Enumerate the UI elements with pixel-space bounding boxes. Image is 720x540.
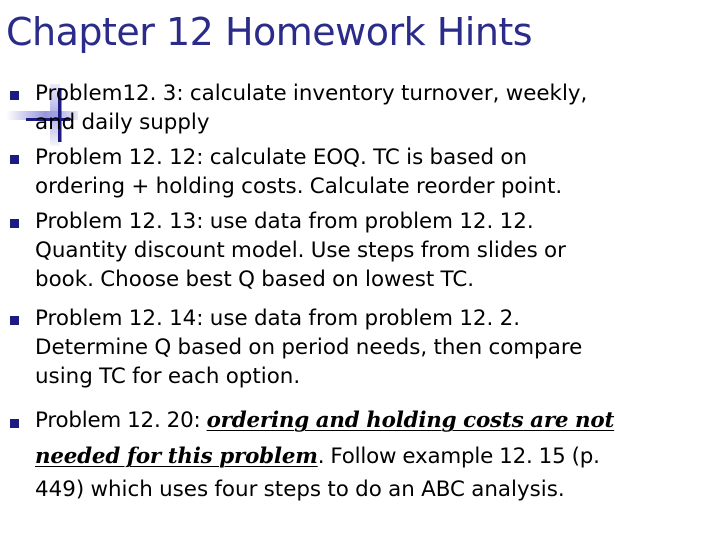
bullet-text — [35, 403, 720, 504]
bullet-text — [35, 79, 720, 137]
bullet-line — [35, 403, 720, 439]
bullet-text — [35, 143, 720, 201]
square-bullet-icon — [10, 91, 19, 100]
square-bullet-icon — [10, 219, 19, 228]
bullet-text — [35, 207, 720, 294]
emphasis-text: ordering and holding costs are not — [206, 408, 615, 433]
bullet-text — [35, 304, 720, 391]
square-bullet-icon — [10, 419, 19, 428]
bullet-line: Determine Q based on period needs, then compare — [35, 335, 583, 360]
bullet-line: ordering + holding costs. Calculate reorder point. — [35, 174, 563, 199]
emphasis-text: needed for this problem — [35, 444, 318, 469]
square-bullet-icon — [10, 316, 19, 325]
bullet-line: and daily supply — [35, 110, 210, 135]
bullet-line: Problem 12. 13: use data from problem 12. 12. — [35, 209, 534, 234]
bullet-line: Quantity discount model. Use steps from slides or — [35, 238, 566, 263]
bullet-line: book. Choose best Q based on lowest TC. — [35, 267, 475, 292]
bullet-line: using TC for each option. — [35, 364, 301, 389]
page-title: Chapter 12 Homework Hints — [6, 10, 533, 54]
bullet-line: Problem12. 3: calculate inventory turnover, weekly, — [35, 81, 588, 106]
bullet-text-prefix: Problem 12. 20: — [35, 408, 207, 433]
bullet-line: Problem 12. 12: calculate EOQ. TC is based on — [35, 145, 528, 170]
bullet-text-suffix: . Follow example 12. 15 (p. — [317, 444, 600, 469]
bullet-line: Problem 12. 14: use data from problem 12. 2. — [35, 306, 521, 331]
bullet-line — [35, 439, 720, 475]
bullet-line: 449) which uses four steps to do an ABC analysis. — [35, 477, 565, 502]
square-bullet-icon — [10, 155, 19, 164]
